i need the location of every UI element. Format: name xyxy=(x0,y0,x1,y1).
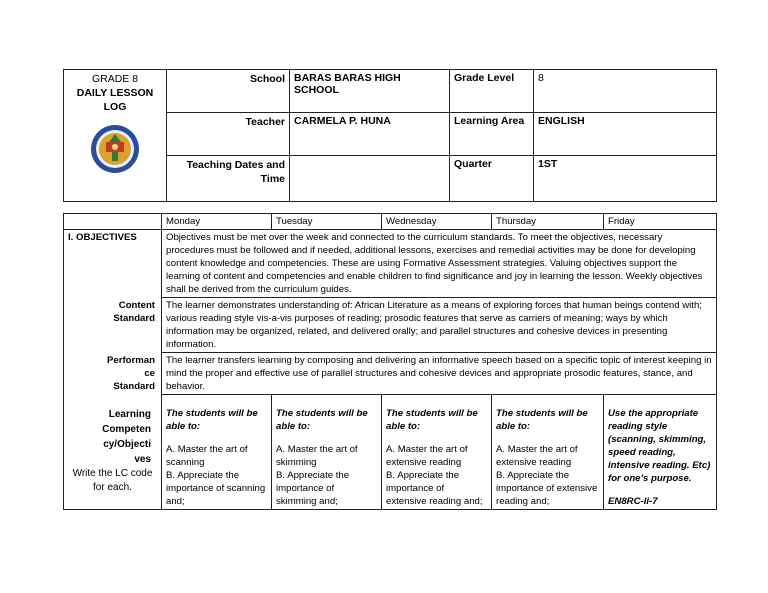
grade-text: GRADE 8 xyxy=(91,73,139,85)
teacher-label: Teacher xyxy=(167,113,290,156)
lc-monday-b: B. Appreciate the importance of scanning and; xyxy=(166,470,266,507)
log-title: DAILY LESSON LOG xyxy=(76,87,154,113)
performance-standard-label-1: Performan xyxy=(107,354,155,366)
lc-tuesday xyxy=(272,395,382,510)
lc-wednesday-intro: The students will be able to: xyxy=(386,408,478,432)
day-friday: Friday xyxy=(604,214,717,230)
performance-standard-label-3: Standard xyxy=(113,380,155,392)
lc-tuesday-b: B. Appreciate the importance of skimming and; xyxy=(276,470,350,507)
performance-standard-label xyxy=(64,353,162,395)
lc-monday xyxy=(162,395,272,510)
content-standard-text: The learner demonstrates understanding of: African Literature as a means of exploring forces that human beings contend with; various reading style vis-a-vis purposes of reading; prosodic features that serve as carriers of meaning; ways by which information may be organized, related, and delivered orally; and parallel structures and cohesive devices in presenting information. xyxy=(162,298,717,353)
school-value: BARAS BARAS HIGH SCHOOL xyxy=(290,70,450,113)
lc-monday-intro: The students will be able to: xyxy=(166,408,258,432)
quarter-label: Quarter xyxy=(450,156,534,202)
grade-cell xyxy=(64,70,167,202)
lc-thursday-a: A. Master the art of extensive reading xyxy=(496,444,578,468)
dates-label-line-2: Time xyxy=(260,173,285,185)
header-table xyxy=(63,69,717,202)
performance-standard-label-2: ce xyxy=(144,367,155,379)
grade-level-value: 8 xyxy=(534,70,717,113)
lc-friday xyxy=(604,395,717,510)
day-wednesday: Wednesday xyxy=(382,214,492,230)
school-label: School xyxy=(167,70,290,113)
dates-value xyxy=(290,156,450,202)
lc-wednesday-b: B. Appreciate the importance of extensive reading and; xyxy=(386,470,483,507)
objectives-title: I. OBJECTIVES xyxy=(64,230,162,298)
performance-standard-text: The learner transfers learning by composing and delivering an informative speech based on a specific topic of interest keeping in mind the proper and effective use of parallel structures and cohesive devices and appropriate prosodic features, stance, and behavior. xyxy=(162,353,717,395)
lc-friday-intro: Use the appropriate reading style (scanning, skimming, speed reading, intensive reading. Etc) for one’s purpose. xyxy=(608,408,711,484)
lc-tuesday-a: A. Master the art of skimming xyxy=(276,444,358,468)
lc-thursday xyxy=(492,395,604,510)
grade-level-label: Grade Level xyxy=(450,70,534,113)
lc-monday-a: A. Master the art of scanning xyxy=(166,444,248,468)
lc-friday-code: EN8RC-Ii-7 xyxy=(608,496,658,507)
days-row xyxy=(64,214,717,230)
objectives-row xyxy=(64,230,717,298)
content-standard-label xyxy=(64,298,162,353)
learning-area-value: ENGLISH xyxy=(534,113,717,156)
learning-area-label: Learning Area xyxy=(450,113,534,156)
learning-competencies-row xyxy=(64,395,717,510)
lc-label-3: cy/Objecti xyxy=(103,438,151,450)
day-tuesday: Tuesday xyxy=(272,214,382,230)
lc-thursday-b: B. Appreciate the importance of extensive reading and; xyxy=(496,470,598,507)
lc-wednesday xyxy=(382,395,492,510)
lc-label-2: Competen xyxy=(102,423,151,435)
school-seal-icon xyxy=(90,124,140,174)
performance-standard-row xyxy=(64,353,717,395)
content-standard-label-1: Content xyxy=(118,299,155,311)
day-monday: Monday xyxy=(162,214,272,230)
lc-label-4: ves xyxy=(134,453,151,465)
learning-competencies-label xyxy=(64,395,162,510)
lc-label-1: Learning xyxy=(108,408,151,420)
objectives-table xyxy=(63,213,717,510)
lc-thursday-intro: The students will be able to: xyxy=(496,408,588,432)
lc-tuesday-intro: The students will be able to: xyxy=(276,408,368,432)
content-standard-row xyxy=(64,298,717,353)
dates-label-line-1: Teaching Dates and xyxy=(186,159,285,171)
days-row-blank xyxy=(64,214,162,230)
teacher-value: CARMELA P. HUNA xyxy=(290,113,450,156)
lc-label-5: Write the LC code xyxy=(72,467,153,479)
day-thursday: Thursday xyxy=(492,214,604,230)
lc-label-6: for each. xyxy=(93,481,132,493)
quarter-value: 1ST xyxy=(534,156,717,202)
lc-wednesday-a: A. Master the art of extensive reading xyxy=(386,444,468,468)
objectives-text: Objectives must be met over the week and connected to the curriculum standards. To meet the objectives, necessary procedures must be followed and if needed, additional lessons, exercises and remedial activities may be done for developing content knowledge and competencies. These are using Formative Assessment strategies. Valuing objectives support the learning of content and competencies and enable children to find significance and joy in learning the lesson. Weekly objectives shall be derived from the curriculum guides. xyxy=(162,230,717,298)
content-standard-label-2: Standard xyxy=(113,312,155,324)
dates-label xyxy=(167,156,290,202)
